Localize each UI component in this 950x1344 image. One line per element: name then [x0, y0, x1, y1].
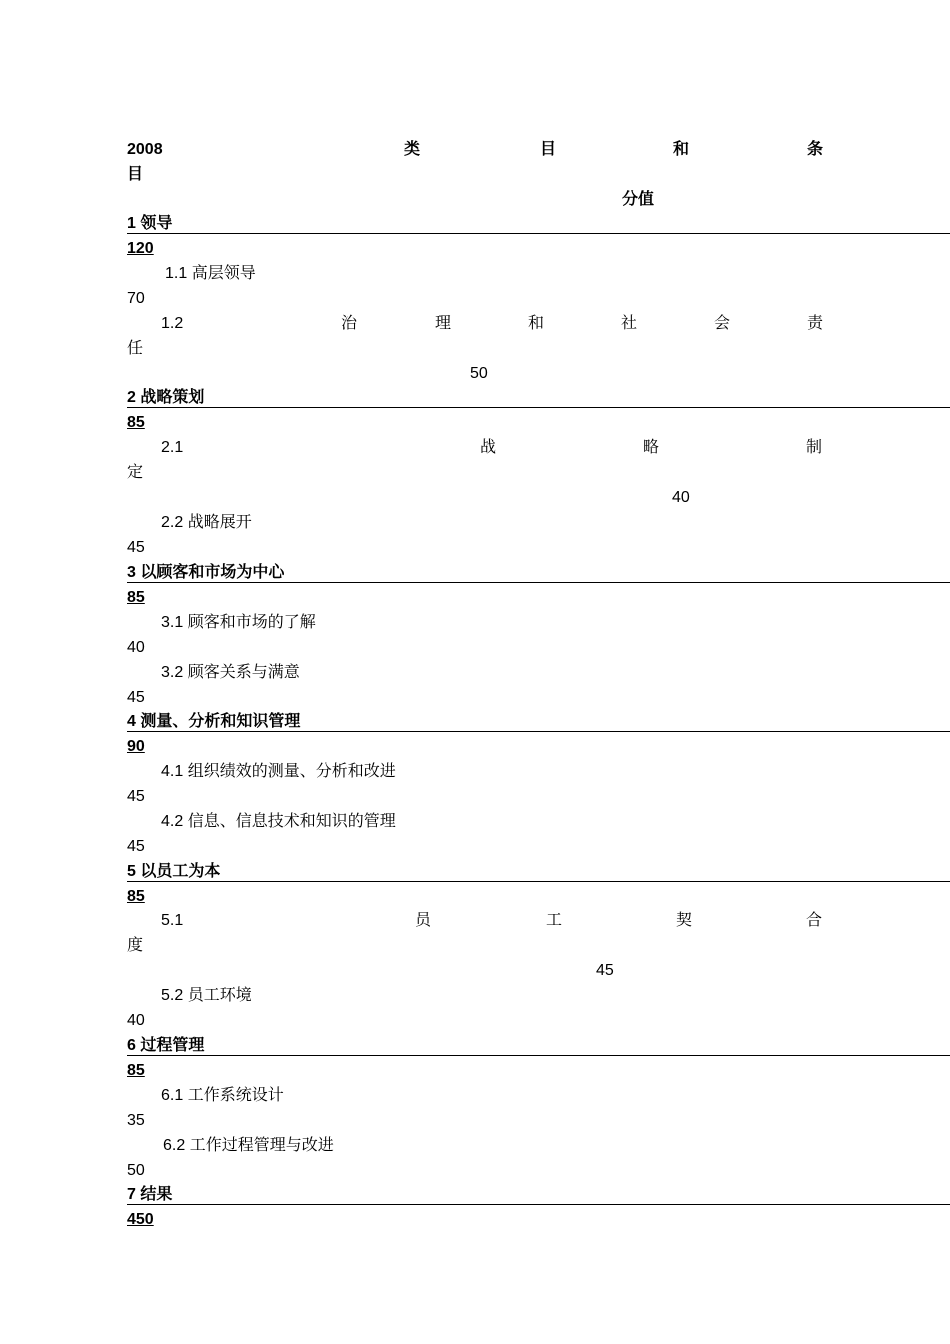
category-title: 3 以顾客和市场为中心 — [127, 564, 285, 581]
item-char: 任 — [127, 340, 144, 357]
item-points: 40 — [127, 639, 145, 656]
item-label: 6.1 工作系统设计 — [161, 1087, 284, 1104]
item-points: 45 — [596, 962, 614, 979]
category-title: 7 结果 — [127, 1186, 173, 1203]
item-char: 定 — [127, 464, 144, 481]
category-title: 5 以员工为本 — [127, 863, 221, 880]
category-underline — [127, 1204, 950, 1205]
item-char: 度 — [127, 937, 144, 954]
category-title: 2 战略策划 — [127, 389, 205, 406]
item-char: 理 — [435, 315, 452, 332]
item-points: 50 — [127, 1162, 145, 1179]
item-char: 员 — [415, 912, 432, 929]
item-label: 6.2 工作过程管理与改进 — [163, 1137, 334, 1154]
item-label: 1.1 高层领导 — [165, 265, 256, 282]
item-label: 5.2 员工环境 — [161, 987, 252, 1004]
item-char: 合 — [806, 912, 823, 929]
category-title: 6 过程管理 — [127, 1037, 205, 1054]
category-points: 85 — [127, 414, 145, 431]
category-points: 90 — [127, 738, 145, 755]
header-title-char: 条 — [807, 141, 824, 158]
item-points: 45 — [127, 838, 145, 855]
category-points: 85 — [127, 888, 145, 905]
item-points: 45 — [127, 539, 145, 556]
category-underline — [127, 731, 950, 732]
category-underline — [127, 582, 950, 583]
category-points: 85 — [127, 589, 145, 606]
category-points: 120 — [127, 240, 154, 257]
item-char: 工 — [546, 912, 563, 929]
item-char: 和 — [528, 315, 545, 332]
category-title: 1 领导 — [127, 215, 173, 232]
item-label: 4.2 信息、信息技术和知识的管理 — [161, 813, 396, 830]
item-char: 社 — [621, 315, 638, 332]
item-points: 40 — [127, 1012, 145, 1029]
category-underline — [127, 233, 950, 234]
item-label: 3.1 顾客和市场的了解 — [161, 614, 316, 631]
item-number: 5.1 — [161, 912, 184, 929]
item-number: 2.1 — [161, 439, 184, 456]
score-column-label: 分值 — [622, 191, 655, 208]
category-points: 85 — [127, 1062, 145, 1079]
category-underline — [127, 881, 950, 882]
header-title-char: 目 — [540, 141, 557, 158]
item-char: 契 — [676, 912, 693, 929]
item-points: 45 — [127, 788, 145, 805]
item-points: 35 — [127, 1112, 145, 1129]
item-char: 制 — [806, 439, 823, 456]
item-label: 2.2 战略展开 — [161, 514, 252, 531]
item-number: 1.2 — [161, 315, 184, 332]
item-char: 战 — [480, 439, 497, 456]
item-points: 70 — [127, 290, 145, 307]
category-points: 450 — [127, 1211, 154, 1228]
item-points: 50 — [470, 365, 488, 382]
category-underline — [127, 1055, 950, 1056]
item-points: 45 — [127, 689, 145, 706]
header-title-char: 目 — [127, 166, 144, 183]
item-points: 40 — [672, 489, 690, 506]
header-title-char: 和 — [673, 141, 690, 158]
category-title: 4 测量、分析和知识管理 — [127, 713, 301, 730]
item-char: 会 — [714, 315, 731, 332]
item-label: 3.2 顾客关系与满意 — [161, 664, 300, 681]
item-label: 4.1 组织绩效的测量、分析和改进 — [161, 763, 396, 780]
item-char: 治 — [341, 315, 358, 332]
category-underline — [127, 407, 950, 408]
item-char: 责 — [807, 315, 824, 332]
header-year: 2008 — [127, 141, 163, 158]
item-char: 略 — [643, 439, 660, 456]
header-title-char: 类 — [404, 141, 421, 158]
